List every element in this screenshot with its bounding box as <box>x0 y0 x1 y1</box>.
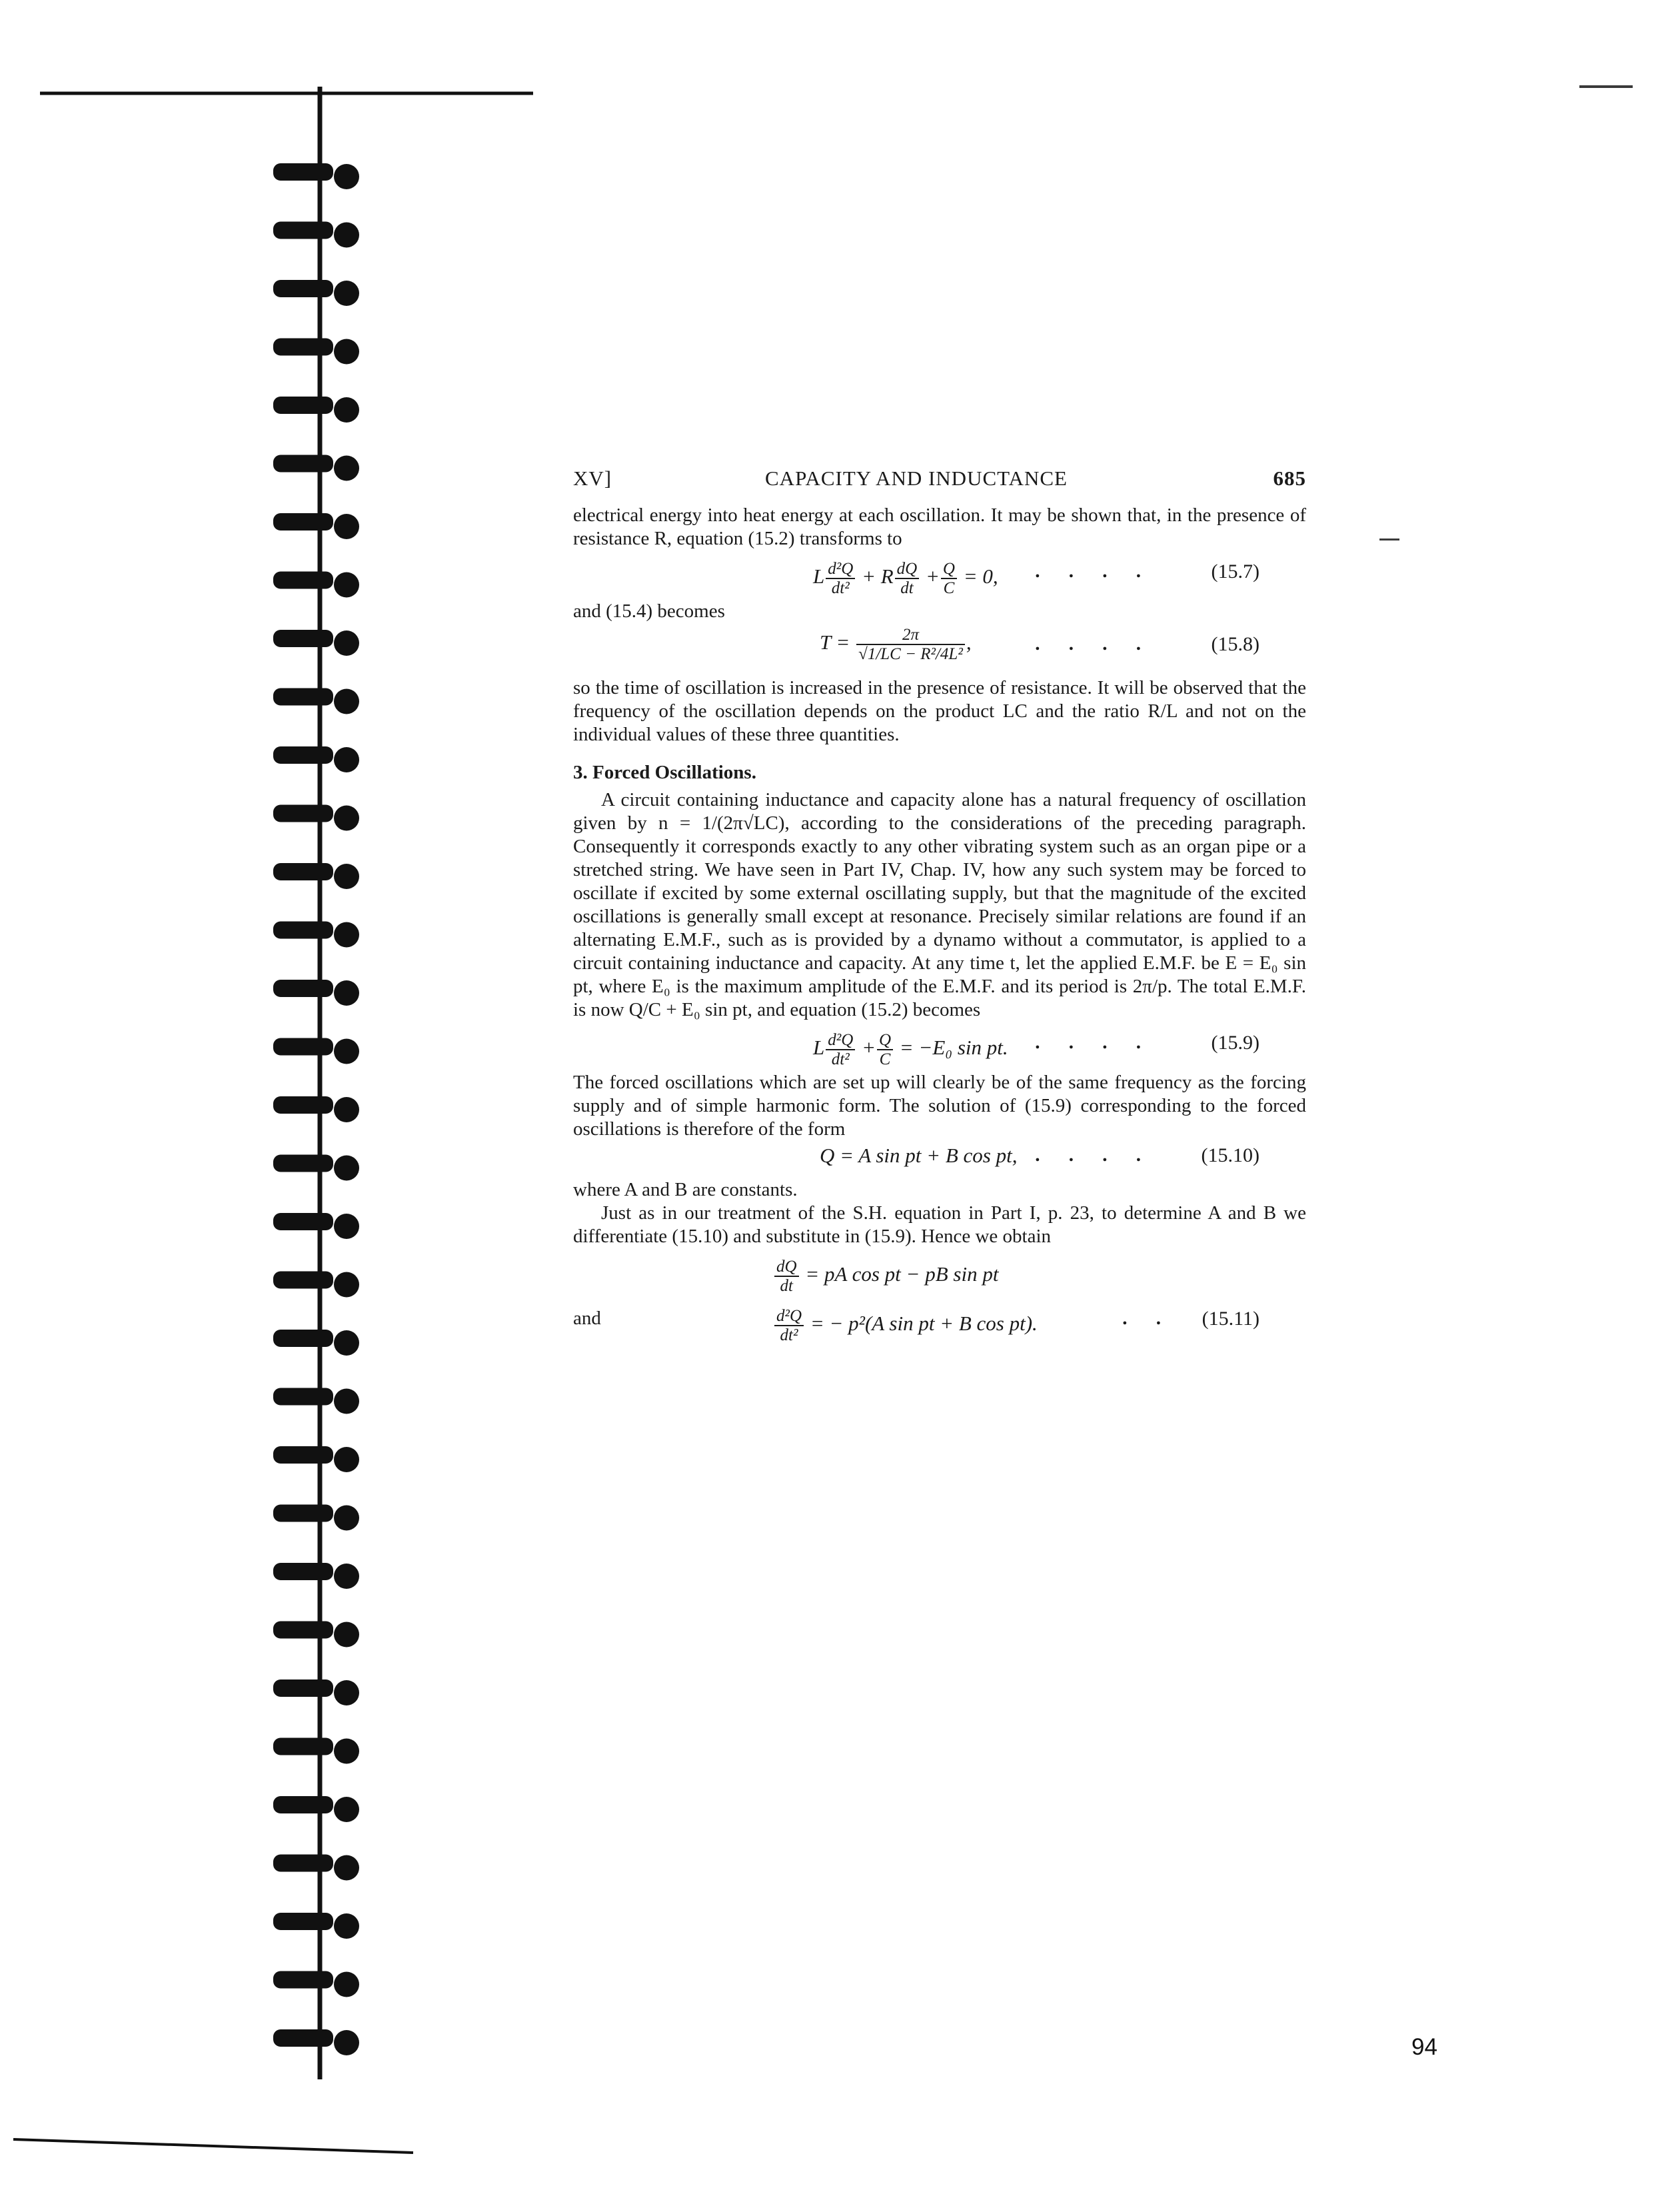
binding-coil <box>273 805 333 822</box>
book-page <box>573 467 1306 1347</box>
binding-coil <box>273 1272 333 1289</box>
paragraph: so the time of oscillation is increased in the presence of resistance. It will be observed that the frequency of the oscillation depends on the product LC and the ratio R/L and not on the individual values of these three quantities. <box>573 677 1306 745</box>
binding-coil-end <box>334 747 359 772</box>
binding-coil-end <box>334 1389 359 1414</box>
spiral-binding <box>0 0 546 2186</box>
binding-coil <box>273 1038 333 1056</box>
binding-coil-end <box>334 1855 359 1881</box>
binding-coil-end <box>334 2030 359 2055</box>
equation-number: (15.11) <box>1202 1308 1260 1330</box>
binding-coil-end <box>334 1564 359 1589</box>
binding-coil-end <box>334 1039 359 1064</box>
binding-coil <box>273 397 333 414</box>
binding-coil-end <box>334 223 359 248</box>
binding-coil-end <box>334 456 359 481</box>
binding-coil <box>273 1505 333 1522</box>
binding-coil <box>273 1679 333 1697</box>
binding-coil-end <box>334 1097 359 1122</box>
binding-coil <box>273 1330 333 1347</box>
binding-coil <box>273 455 333 473</box>
equation-15-11-first: $\frac{dQ}{dt}$ = pA cos pt − pB sin pt <box>573 1248 1306 1298</box>
binding-coil-end <box>334 630 359 656</box>
binding-coil-end <box>334 806 359 831</box>
binding-coil <box>273 980 333 997</box>
equation-15-11: and $\frac{\text{d²Q}}{\text{dt²}}$ = − p²(A sin pt + B cos pt). . . (15.11) <box>573 1307 1260 1344</box>
equation-15-10: Q = A sin pt + B cos pt, . . . . (15.10) <box>820 1144 1260 1167</box>
binding-coil <box>273 339 333 356</box>
binding-coil <box>273 513 333 531</box>
binding-coil <box>273 222 333 239</box>
binding-coil-end <box>334 1156 359 1181</box>
running-header <box>573 467 1306 504</box>
binding-coil <box>273 630 333 647</box>
binding-coil-end <box>334 1214 359 1239</box>
binding-coil-end <box>334 1913 359 1939</box>
binding-coil <box>273 1971 333 1989</box>
equation-number: (15.9) <box>1211 1032 1260 1054</box>
binding-coil-end <box>334 164 359 189</box>
binding-coil-end <box>334 980 359 1006</box>
binding-coil <box>273 163 333 181</box>
binding-coil-end <box>334 1447 359 1472</box>
scan-mark <box>1379 539 1399 541</box>
binding-coil-end <box>334 572 359 598</box>
binding-coil <box>273 280 333 297</box>
binding-coil-end <box>334 397 359 423</box>
binding-coil <box>273 1446 333 1464</box>
binding-coil-end <box>334 922 359 948</box>
section-heading: 3. Forced Oscillations. <box>573 762 756 783</box>
binding-coil-end <box>334 1739 359 1764</box>
binding-coil <box>273 1913 333 1930</box>
binding-coil <box>273 746 333 764</box>
binding-coil <box>273 1738 333 1755</box>
paragraph: A circuit containing inductance and capacity alone has a natural frequency of oscillation given by n = 1/(2π√LC), according to the considerations of the preceding paragraph. Consequently it corresponds exactly to any other vibrating system such as an organ pipe or a stretched string. We have seen in Part IV, Chap. IV, how any such system may be forced to oscillate if excited by some external oscillating supply, but that the magnitude of the excited oscillations is generally small except at resonance. Precisely similar relations are found if an alternating E.M.F., such as is provided by a dynamo without a commutator, is applied to a circuit containing inductance and capacity. At any time t, let the applied E.M.F. be E = E₀ sin pt, where E₀ is the maximum amplitude of the E.M.F. and its period is 2π/p. The total E.M.F. is now Q/C + E₀ sin pt, and equation (15.2) becomes <box>573 789 1306 1020</box>
binding-coil <box>273 2029 333 2047</box>
binding-coil <box>273 1388 333 1406</box>
equation-number: (15.7) <box>1211 560 1260 582</box>
binding-coil <box>273 1622 333 1639</box>
equation-15-7: L $\frac{\text{d²Q}}{\text{dt²}}$ + R $\frac{dQ}{dt}$ + $\frac{Q}{C}$ = 0, . . . . (15.7) <box>813 560 1260 597</box>
binding-coil-end <box>334 1272 359 1298</box>
binding-coil <box>273 922 333 939</box>
binding-coil <box>273 1563 333 1580</box>
scan-mark <box>1579 85 1633 88</box>
binding-coil-end <box>334 1506 359 1531</box>
equation-number: (15.10) <box>1201 1144 1260 1166</box>
binding-coil-end <box>334 1797 359 1822</box>
binding-coil-end <box>334 281 359 306</box>
binding-coil-end <box>334 864 359 889</box>
chapter-label: XV] <box>573 467 612 490</box>
paragraph: and (15.4) becomes <box>573 600 725 622</box>
paragraph: where A and B are constants. <box>573 1179 798 1200</box>
running-title: CAPACITY AND INDUCTANCE <box>765 467 1068 490</box>
binding-coil-end <box>334 339 359 365</box>
binding-coil <box>273 572 333 589</box>
binding-coil-end <box>334 1972 359 1997</box>
equation-15-9: L $\frac{\text{d²Q}}{\text{dt²}}$ + $\frac{Q}{C}$ = −E₀ sin pt. . . . . (15.9) <box>813 1031 1260 1068</box>
binding-coil-end <box>334 1622 359 1647</box>
paragraph: electrical energy into heat energy at each oscillation. It may be shown that, in the presence of resistance R, equation (15.2) transforms to <box>573 505 1306 549</box>
equation-number: (15.8) <box>1211 633 1260 655</box>
binding-coil <box>273 688 333 706</box>
binding-coil <box>273 1796 333 1813</box>
scan-page-number: 94 <box>1411 2034 1437 2060</box>
book-page-number: 685 <box>1273 467 1306 490</box>
binding-coil-end <box>334 1680 359 1705</box>
binding-coil-end <box>334 1330 359 1356</box>
binding-coil <box>273 1213 333 1230</box>
paragraph: The forced oscillations which are set up will clearly be of the same frequency as the forcing supply and of simple harmonic form. The solution of (15.9) corresponding to the forced oscillations is therefore of the form <box>573 1072 1306 1140</box>
equation-15-8: T = $\frac{2\pi}{\text{√1/LC − R²/4L²}}$ , . . . . (15.8) <box>820 626 1260 663</box>
binding-coil <box>273 1155 333 1172</box>
binding-coil-end <box>334 514 359 539</box>
paragraph: Just as in our treatment of the S.H. equation in Part I, p. 23, to determine A and B we differentiate (15.10) and substitute in (15.9). Hence we obtain <box>573 1202 1306 1247</box>
binding-coil-end <box>334 689 359 714</box>
binding-coil <box>273 1096 333 1114</box>
binding-coil <box>273 1855 333 1872</box>
binding-coil <box>273 863 333 880</box>
